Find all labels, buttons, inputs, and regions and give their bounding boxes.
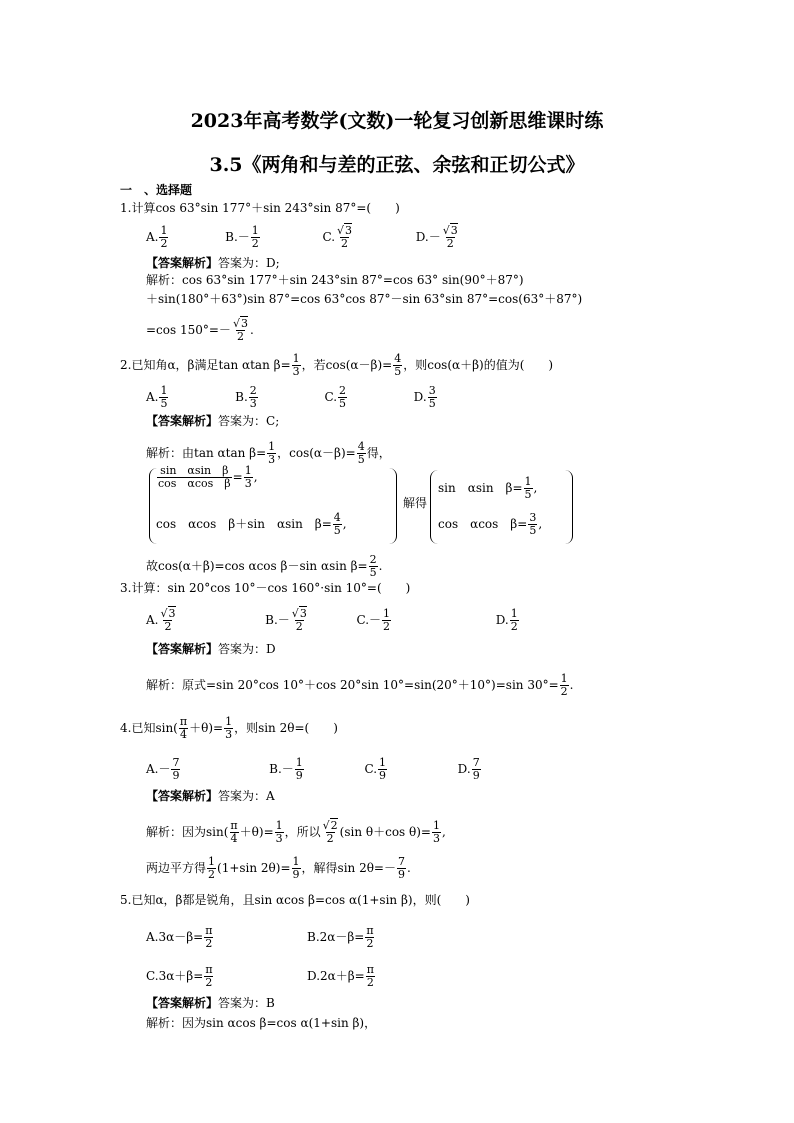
q3-option-b: B.－ $\frac{√3}{2}$: [265, 607, 307, 633]
q4-option-d: D. $\frac{7}{9}$: [457, 756, 480, 782]
q5-answer: 【答案解析】答案为：B: [146, 996, 275, 1010]
q2-result-eq2: cos αcos β= $\frac{3}{5}$ ,: [438, 511, 543, 537]
q2-system-brace-right: [388, 468, 397, 544]
q1-explanation-line3: =cos 150°=－ $\frac{√3}{2}$ .: [146, 317, 254, 343]
q3-stem: 3.计算：sin 20°cos 10°－cos 160°·sin 10°=( ): [120, 581, 411, 595]
q5-stem: 5.已知α，β都是锐角，且sin αcos β=cos α(1+sin β)，则( ): [120, 893, 470, 907]
q3-option-a: A. $\frac{√3}{2}$: [146, 607, 176, 633]
q3-answer: 【答案解析】答案为：D: [146, 642, 276, 656]
q1-option-b: B.－ $\frac{1}{2}$: [225, 224, 259, 250]
q5-option-a: A.3α－β= $\frac{\pi}{2}$: [146, 924, 213, 950]
q2-result-brace-right: [564, 470, 573, 544]
q4-explanation-line2: 两边平方得 $\frac{1}{2}$ (1+sin 2θ)= $\frac{1}{9}$ ，解得sin 2θ=－ $\frac{7}{9}$ .: [146, 855, 411, 881]
q2-explanation-line1: 解析：由tan αtan β= $\frac{1}{3}$ ，cos(α－β)= $\frac{4}{5}$ 得，: [146, 440, 391, 466]
q5-explanation: 解析：因为sin αcos β=cos α(1+sin β)，: [146, 1016, 377, 1030]
section-heading: 一 、选择题: [120, 183, 193, 197]
q5-option-c: C.3α＋β= $\frac{\pi}{2}$: [146, 963, 213, 989]
q1-answer: 【答案解析】答案为：D;: [146, 256, 280, 270]
q2-stem: 2.已知角α，β满足tan αtan β= $\frac{1}{3}$ ，若cos(α－β)= $\frac{4}{5}$ ，则cos(α＋β)的值为( ): [120, 352, 554, 378]
q1-option-c: C. $\frac{√3}{2}$: [322, 224, 353, 250]
q1-explanation-line2: ＋sin(180°＋63°)sin 87°=cos 63°cos 87°－sin 63°sin 87°=cos(63°＋87°): [146, 292, 583, 306]
q4-stem: 4.已知sin( $\frac{\pi}{4}$ ＋θ)= $\frac{1}{3}$ ，则sin 2θ=( ): [120, 715, 338, 741]
q2-option-a: A. $\frac{1}{5}$: [146, 384, 168, 410]
q2-options: [146, 385, 438, 410]
q3-option-d: D. $\frac{1}{2}$: [495, 607, 518, 633]
q2-solve-label: 解得: [403, 496, 428, 510]
q4-option-a: A.－ $\frac{7}{9}$: [146, 756, 180, 782]
q1-option-a: A. $\frac{1}{2}$: [146, 224, 168, 250]
q2-option-c: C. $\frac{2}{5}$: [324, 384, 347, 410]
q1-option-d: D.－ $\frac{√3}{2}$: [415, 224, 458, 250]
q3-option-c: C.－ $\frac{1}{2}$: [356, 607, 391, 633]
q5-option-d: D.2α＋β= $\frac{\pi}{2}$: [307, 963, 374, 989]
q2-result-eq1: sin αsin β= $\frac{1}{5}$ ,: [438, 475, 538, 501]
q1-explanation-line1: 解析：cos 63°sin 177°＋sin 243°sin 87°=cos 63° sin(90°＋87°): [146, 273, 524, 287]
q4-options: [146, 757, 482, 782]
q4-option-c: C. $\frac{1}{9}$: [364, 756, 387, 782]
q3-explanation: 解析：原式=sin 20°cos 10°＋cos 20°sin 10°=sin(20°＋10°)=sin 30°= $\frac{1}{2}$ .: [146, 672, 574, 698]
q4-explanation-line1: 解析：因为sin( $\frac{\pi}{4}$ ＋θ)= $\frac{1}{3}$ ，所以 $\frac{√2}{2}$ (sin θ＋cos θ)= $\frac{1}{3}$ ,: [146, 819, 446, 845]
q2-conclusion: 故cos(α＋β)=cos αcos β－sin αsin β= $\frac{2}{5}$ .: [146, 553, 383, 579]
q4-answer: 【答案解析】答案为：A: [146, 789, 275, 803]
q2-answer: 【答案解析】答案为：C;: [146, 414, 280, 428]
q2-option-d: D. $\frac{3}{5}$: [413, 384, 436, 410]
q4-option-b: B.－ $\frac{1}{9}$: [269, 756, 303, 782]
q1-stem: 1.计算cos 63°sin 177°＋sin 243°sin 87°=( ): [120, 201, 400, 215]
q3-options: [146, 608, 520, 633]
q5-option-b: B.2α－β= $\frac{\pi}{2}$: [307, 924, 374, 950]
document-subtitle: 3.5《两角和与差的正弦、余弦和正切公式》: [209, 154, 585, 176]
document-title: 2023年高考数学(文数)一轮复习创新思维课时练: [190, 110, 604, 132]
q2-system-eq1: $\frac{\text{sin αsin β}}{\text{cos αcos β}}$ = $\frac{1}{3}$ ,: [158, 464, 258, 490]
q2-system-eq2: cos αcos β＋sin αsin β= $\frac{4}{5}$ ,: [156, 511, 347, 537]
q1-options: [146, 225, 460, 250]
q2-option-b: B. $\frac{2}{3}$: [235, 384, 257, 410]
